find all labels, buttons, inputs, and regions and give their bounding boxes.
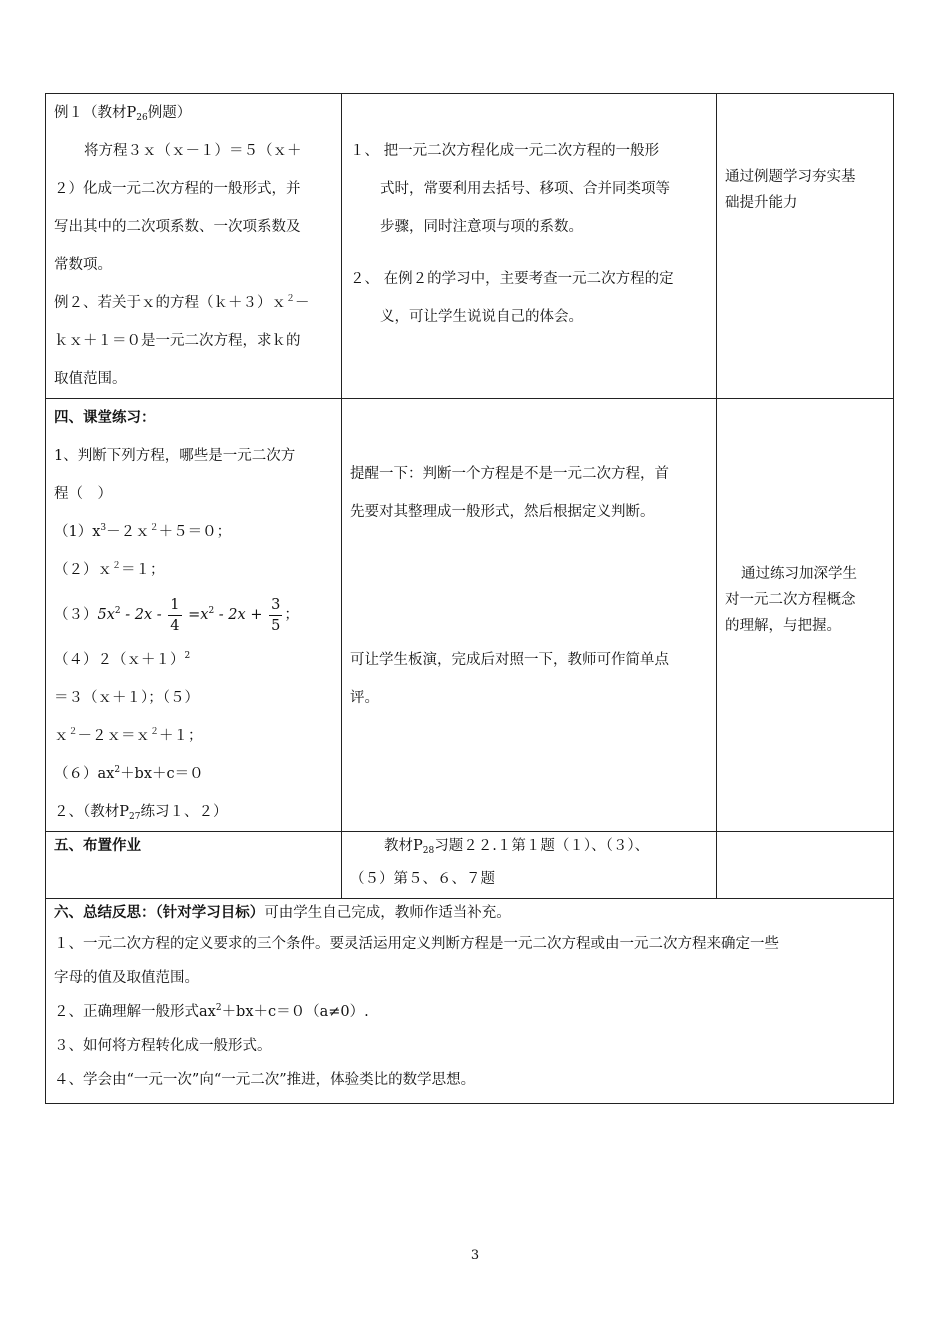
homework-row bbox=[46, 832, 894, 899]
equation-item-6: $(6)ax^2+bx+c=0$ bbox=[54, 765, 204, 782]
summary-line: ２、正确理解一般形式$ax^2+bx+c=0(a\ne 0)$. bbox=[54, 1003, 369, 1020]
intent-line: 础提升能力 bbox=[725, 195, 798, 211]
homework-empty-cell bbox=[717, 832, 894, 899]
practice-heading: 四、课堂练习： bbox=[54, 409, 156, 426]
summary-heading: 六、总结反思：（针对学习目标）可由学生自己完成，教师作适当补充。 bbox=[54, 904, 511, 921]
note2-line: 义，可让学生说说自己的体会。 bbox=[380, 309, 583, 325]
intent-line: 对一元二次方程概念 bbox=[725, 592, 856, 608]
question2-line: ２、（教材$P_{27}$练习１、２） bbox=[54, 804, 228, 822]
question1-line: 程（ ） bbox=[54, 486, 112, 502]
homework-line: （５）第５、６、７题 bbox=[350, 871, 495, 887]
lesson-plan-table bbox=[45, 93, 894, 1104]
note1-line: １、 把一元二次方程化成一元二次方程的一般形 bbox=[350, 143, 660, 159]
example1-title: 例１（教材$P_{26}$例题） bbox=[54, 105, 192, 123]
homework-heading: 五、布置作业 bbox=[54, 837, 141, 854]
equation-item-5: ｘ$^2$－２ｘ＝ｘ$^2$＋１； bbox=[54, 727, 203, 744]
intent-line: 的理解，与把握。 bbox=[725, 618, 841, 634]
intent-line: 通过练习加深学生 bbox=[741, 566, 857, 582]
practice-notes-cell bbox=[342, 399, 717, 832]
board-work-line: 评。 bbox=[350, 690, 379, 706]
example2-line: 例２、若关于ｘ的方程（ｋ＋３）ｘ$^2$－ bbox=[54, 294, 310, 311]
example1-line: 写出其中的二次项系数、一次项系数及 bbox=[54, 219, 301, 235]
design-intent-cell bbox=[717, 94, 894, 399]
equation-item-4: （４）２（ｘ＋１）$^2$＝３（ｘ＋１）；（５） bbox=[54, 651, 199, 706]
equation-item-3: $(3)5x^2 - 2x$ - $\frac{1}{4}$ $=x^2 - 2x$ + $\frac{3}{5}$ ； bbox=[54, 596, 299, 634]
tip-line: 提醒一下：判断一个方程是不是一元二次方程，首 bbox=[350, 466, 669, 482]
summary-line: ４、学会由“一元一次”向“一元二次”推进，体验类比的数学思想。 bbox=[54, 1072, 476, 1088]
summary-cell bbox=[46, 899, 894, 1104]
note1-line: 式时，常要利用去括号、移项、合并同类项等 bbox=[380, 181, 670, 197]
example2-line: 取值范围。 bbox=[54, 371, 127, 387]
summary-line: １、一元二次方程的定义要求的三个条件。要灵活运用定义判断方程是一元二次方程或由一元二次方程来确定一些 bbox=[54, 936, 779, 952]
summary-line: 字母的值及取值范围。 bbox=[54, 970, 199, 986]
page-number: 3 bbox=[470, 1248, 480, 1263]
board-work-line: 可让学生板演，完成后对照一下，教师可作简单点 bbox=[350, 652, 669, 668]
fraction-three-fifths: $\frac{3}{5}$ bbox=[271, 596, 281, 634]
spacer bbox=[350, 531, 708, 641]
question1-line: 1、判断下列方程，哪些是一元二次方 bbox=[54, 448, 296, 464]
summary-row bbox=[46, 899, 894, 1104]
summary-line: ３、如何将方程转化成一般形式。 bbox=[54, 1038, 272, 1054]
examples-cell bbox=[46, 94, 342, 399]
example2-line: ｋｘ＋１＝０是一元二次方程，求ｋ的 bbox=[54, 333, 301, 349]
intent-line: 通过例题学习夯实基 bbox=[725, 169, 856, 185]
practice-intent-cell bbox=[717, 399, 894, 832]
equation-item-1: $(1)x^3-2x^2+5=0$； bbox=[54, 523, 232, 540]
example1-line: ２）化成一元二次方程的一般形式，并 bbox=[54, 181, 301, 197]
equation-item-2: （２）ｘ$^2$＝１； bbox=[54, 561, 165, 578]
fraction-one-quarter: $\frac{1}{4}$ bbox=[170, 596, 180, 634]
example1-line: 常数项。 bbox=[54, 257, 112, 273]
example1-line: 将方程３ｘ（ｘ－１）＝５（ｘ＋ bbox=[84, 143, 302, 159]
note1-line: 步骤，同时注意项与项的系数。 bbox=[380, 219, 583, 235]
practice-row bbox=[46, 399, 894, 832]
practice-cell bbox=[46, 399, 342, 832]
tip-line: 先要对其整理成一般形式，然后根据定义判断。 bbox=[350, 504, 655, 520]
homework-line: 教材$P_{28}$习题２２.１第１题（１）、（３）、 bbox=[384, 838, 650, 856]
teaching-notes-cell bbox=[342, 94, 717, 399]
homework-content-cell bbox=[342, 832, 717, 899]
homework-heading-cell bbox=[46, 832, 342, 899]
note2-line: ２、 在例２的学习中，主要考查一元二次方程的定 bbox=[350, 271, 674, 287]
examples-row bbox=[46, 94, 894, 399]
